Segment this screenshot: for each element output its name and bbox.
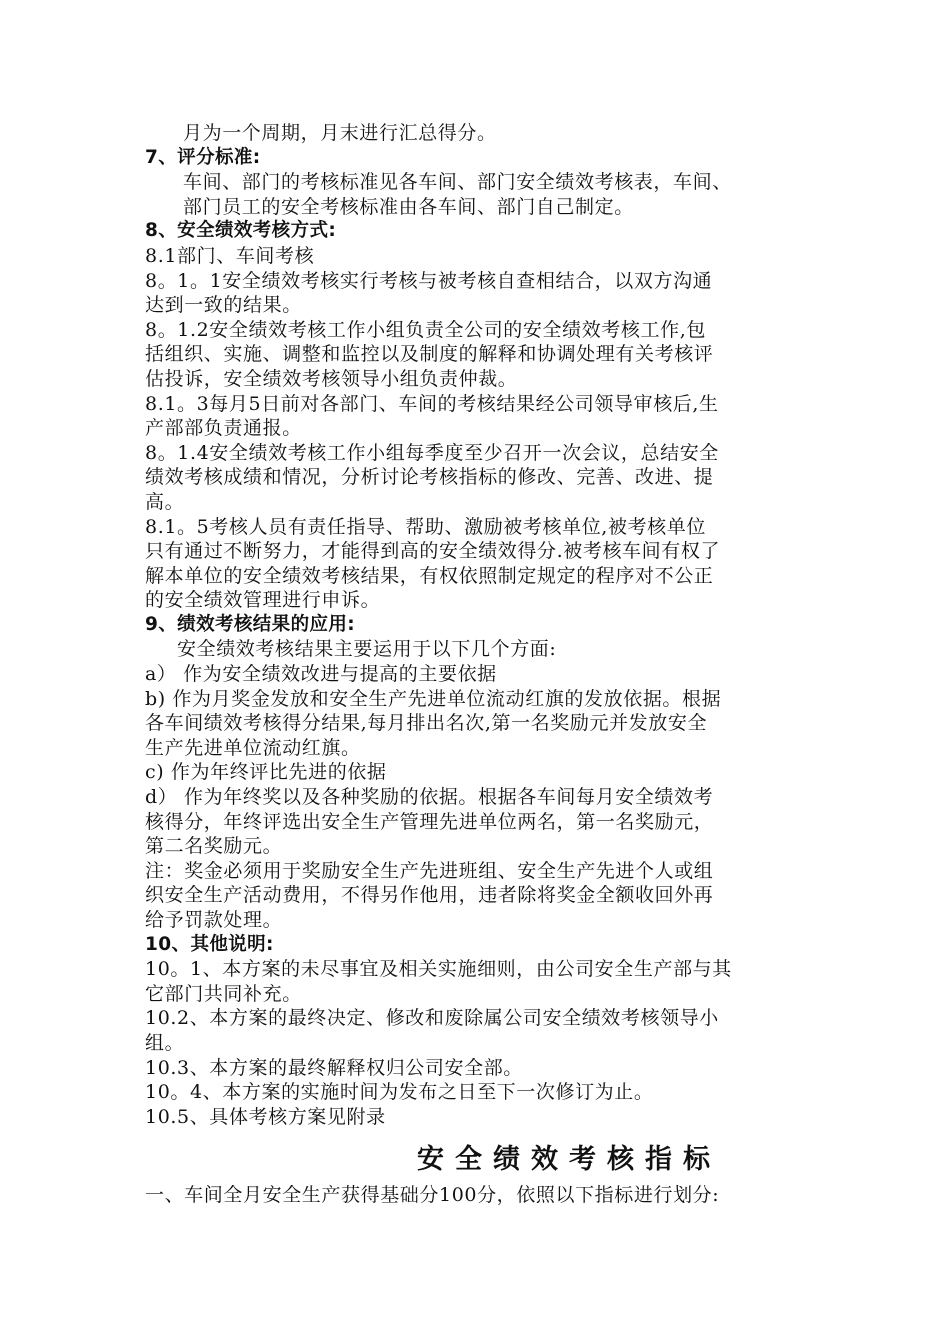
text-line: 10。1、本方案的未尽事宜及相关实施细则，由公司安全生产部与其 [145,958,732,981]
text-line: 各车间绩效考核得分结果,每月排出名次,第一名奖励元并发放安全 [145,712,708,735]
note-line: 织安全生产活动费用，不得另作他用，违者除将奖金全额收回外再 [145,884,714,907]
text-line: 8.1。5考核人员有责任指导、帮助、激励被考核单位,被考核单位 [145,515,706,538]
section-heading-10: 10、其他说明: [145,933,274,955]
list-item: b) 作为月奖金发放和安全生产先进单位流动红旗的发放依据。根据 [145,687,722,710]
text-line: 10.5、具体考核方案见附录 [145,1105,386,1128]
text-line: 安全绩效考核结果主要运用于以下几个方面: [177,638,557,661]
text-line: 8。1.4安全绩效考核工作小组每季度至少召开一次会议，总结安全 [145,441,719,464]
document-title: 安全绩效考核指标 [417,1144,721,1176]
text-line: 高。 [145,490,185,513]
list-item: c) 作为年终评比先进的依据 [145,761,387,784]
text-line: 解本单位的安全绩效考核结果，有权依照制定规定的程序对不公正 [145,564,714,587]
text-line: 车间、部门的考核标准见各车间、部门安全绩效考核表，车间、 [183,171,732,194]
text-line: 只有通过不断努力，才能得到高的安全绩效得分.被考核车间有权了 [145,540,721,563]
text-line: 的安全绩效管理进行申诉。 [145,589,381,612]
text-line: 估投诉，安全绩效考核领导小组负责仲裁。 [145,367,518,390]
list-item: d） 作为年终奖以及各种奖励的依据。根据各车间每月安全绩效考 [145,786,714,809]
note-line: 给予罚款处理。 [145,909,283,931]
note-line: 注：奖金必须用于奖励安全生产先进班组、安全生产先进个人或组 [145,859,714,882]
section-heading-7: 7、评分标准: [145,146,261,168]
text-line: 一、车间全月安全生产获得基础分100分，依照以下指标进行划分: [145,1184,720,1207]
text-line: 8.1。3每月5日前对各部门、车间的考核结果经公司领导审核后,生 [145,392,719,415]
text-line: 达到一致的结果。 [145,294,302,317]
text-line: 10.2、本方案的最终决定、修改和废除属公司安全绩效考核领导小 [145,1007,719,1030]
subsection-heading: 8.1部门、车间考核 [145,244,315,267]
section-heading-9: 9、绩效考核结果的应用: [145,613,356,635]
text-line: 10。4、本方案的实施时间为发布之日至下一次修订为止。 [145,1081,654,1104]
text-line: 第二名奖励元。 [145,835,283,858]
list-item: a） 作为安全绩效改进与提高的主要依据 [145,663,497,686]
text-line: 产部部负责通报。 [145,417,302,440]
spacer [145,1129,825,1143]
text-line: 8。1。1安全绩效考核实行考核与被考核自查相结合，以双方沟通 [145,269,713,292]
section-heading-8: 8、安全绩效考核方式: [145,220,337,242]
text-line: 月为一个周期，月末进行汇总得分。 [183,122,497,144]
text-line: 10.3、本方案的最终解释权归公司安全部。 [145,1056,523,1079]
text-line: 括组织、实施、调整和监控以及制度的解释和协调处理有关考核评 [145,343,714,366]
text-line: 绩效考核成绩和情况，分析讨论考核指标的修改、完善、改进、提 [145,466,714,489]
text-line: 核得分，年终评选出安全生产管理先进单位两名，第一名奖励元， [145,810,714,833]
text-line: 生产先进单位流动红旗。 [145,736,361,759]
text-line: 8。1.2安全绩效考核工作小组负责全公司的安全绩效考核工作,包 [145,318,706,341]
text-line: 组。 [145,1031,185,1054]
document-body [145,121,825,1208]
text-line: 部门员工的安全考核标准由各车间、部门自己制定。 [183,195,634,218]
text-line: 它部门共同补充。 [145,982,302,1005]
